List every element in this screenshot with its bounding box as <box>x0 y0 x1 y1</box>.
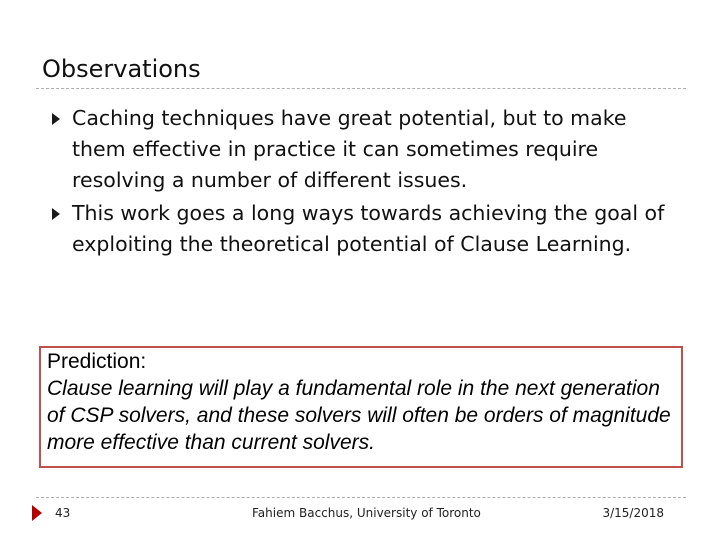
footer-date: 3/15/2018 <box>602 506 664 520</box>
title-divider <box>36 88 686 89</box>
bullet-text: Caching techniques have great potential, but to make them effective in practice it can sometimes require resolving a number of different issues. <box>72 106 627 192</box>
prediction-text: Clause learning will play a fundamental role in the next generation of CSP solvers, and these solvers will often be orders of magnitude more effective than current solvers. <box>47 377 671 454</box>
footer-divider <box>36 497 686 498</box>
footer-author: Fahiem Bacchus, University of Toronto <box>252 506 481 520</box>
bullet-item <box>46 103 686 196</box>
prediction-heading: Prediction: <box>47 350 147 373</box>
bullet-item <box>46 198 686 260</box>
bullet-list <box>46 103 686 262</box>
prediction-box <box>39 346 683 468</box>
triangle-right-icon <box>52 113 60 125</box>
bullet-text: This work goes a long ways towards achieving the goal of exploiting the theoretical potential of Clause Learning. <box>72 201 665 256</box>
page-number: 43 <box>55 506 71 520</box>
slide-title: Observations <box>42 55 201 83</box>
triangle-right-icon <box>52 208 60 220</box>
triangle-right-icon <box>32 505 42 521</box>
